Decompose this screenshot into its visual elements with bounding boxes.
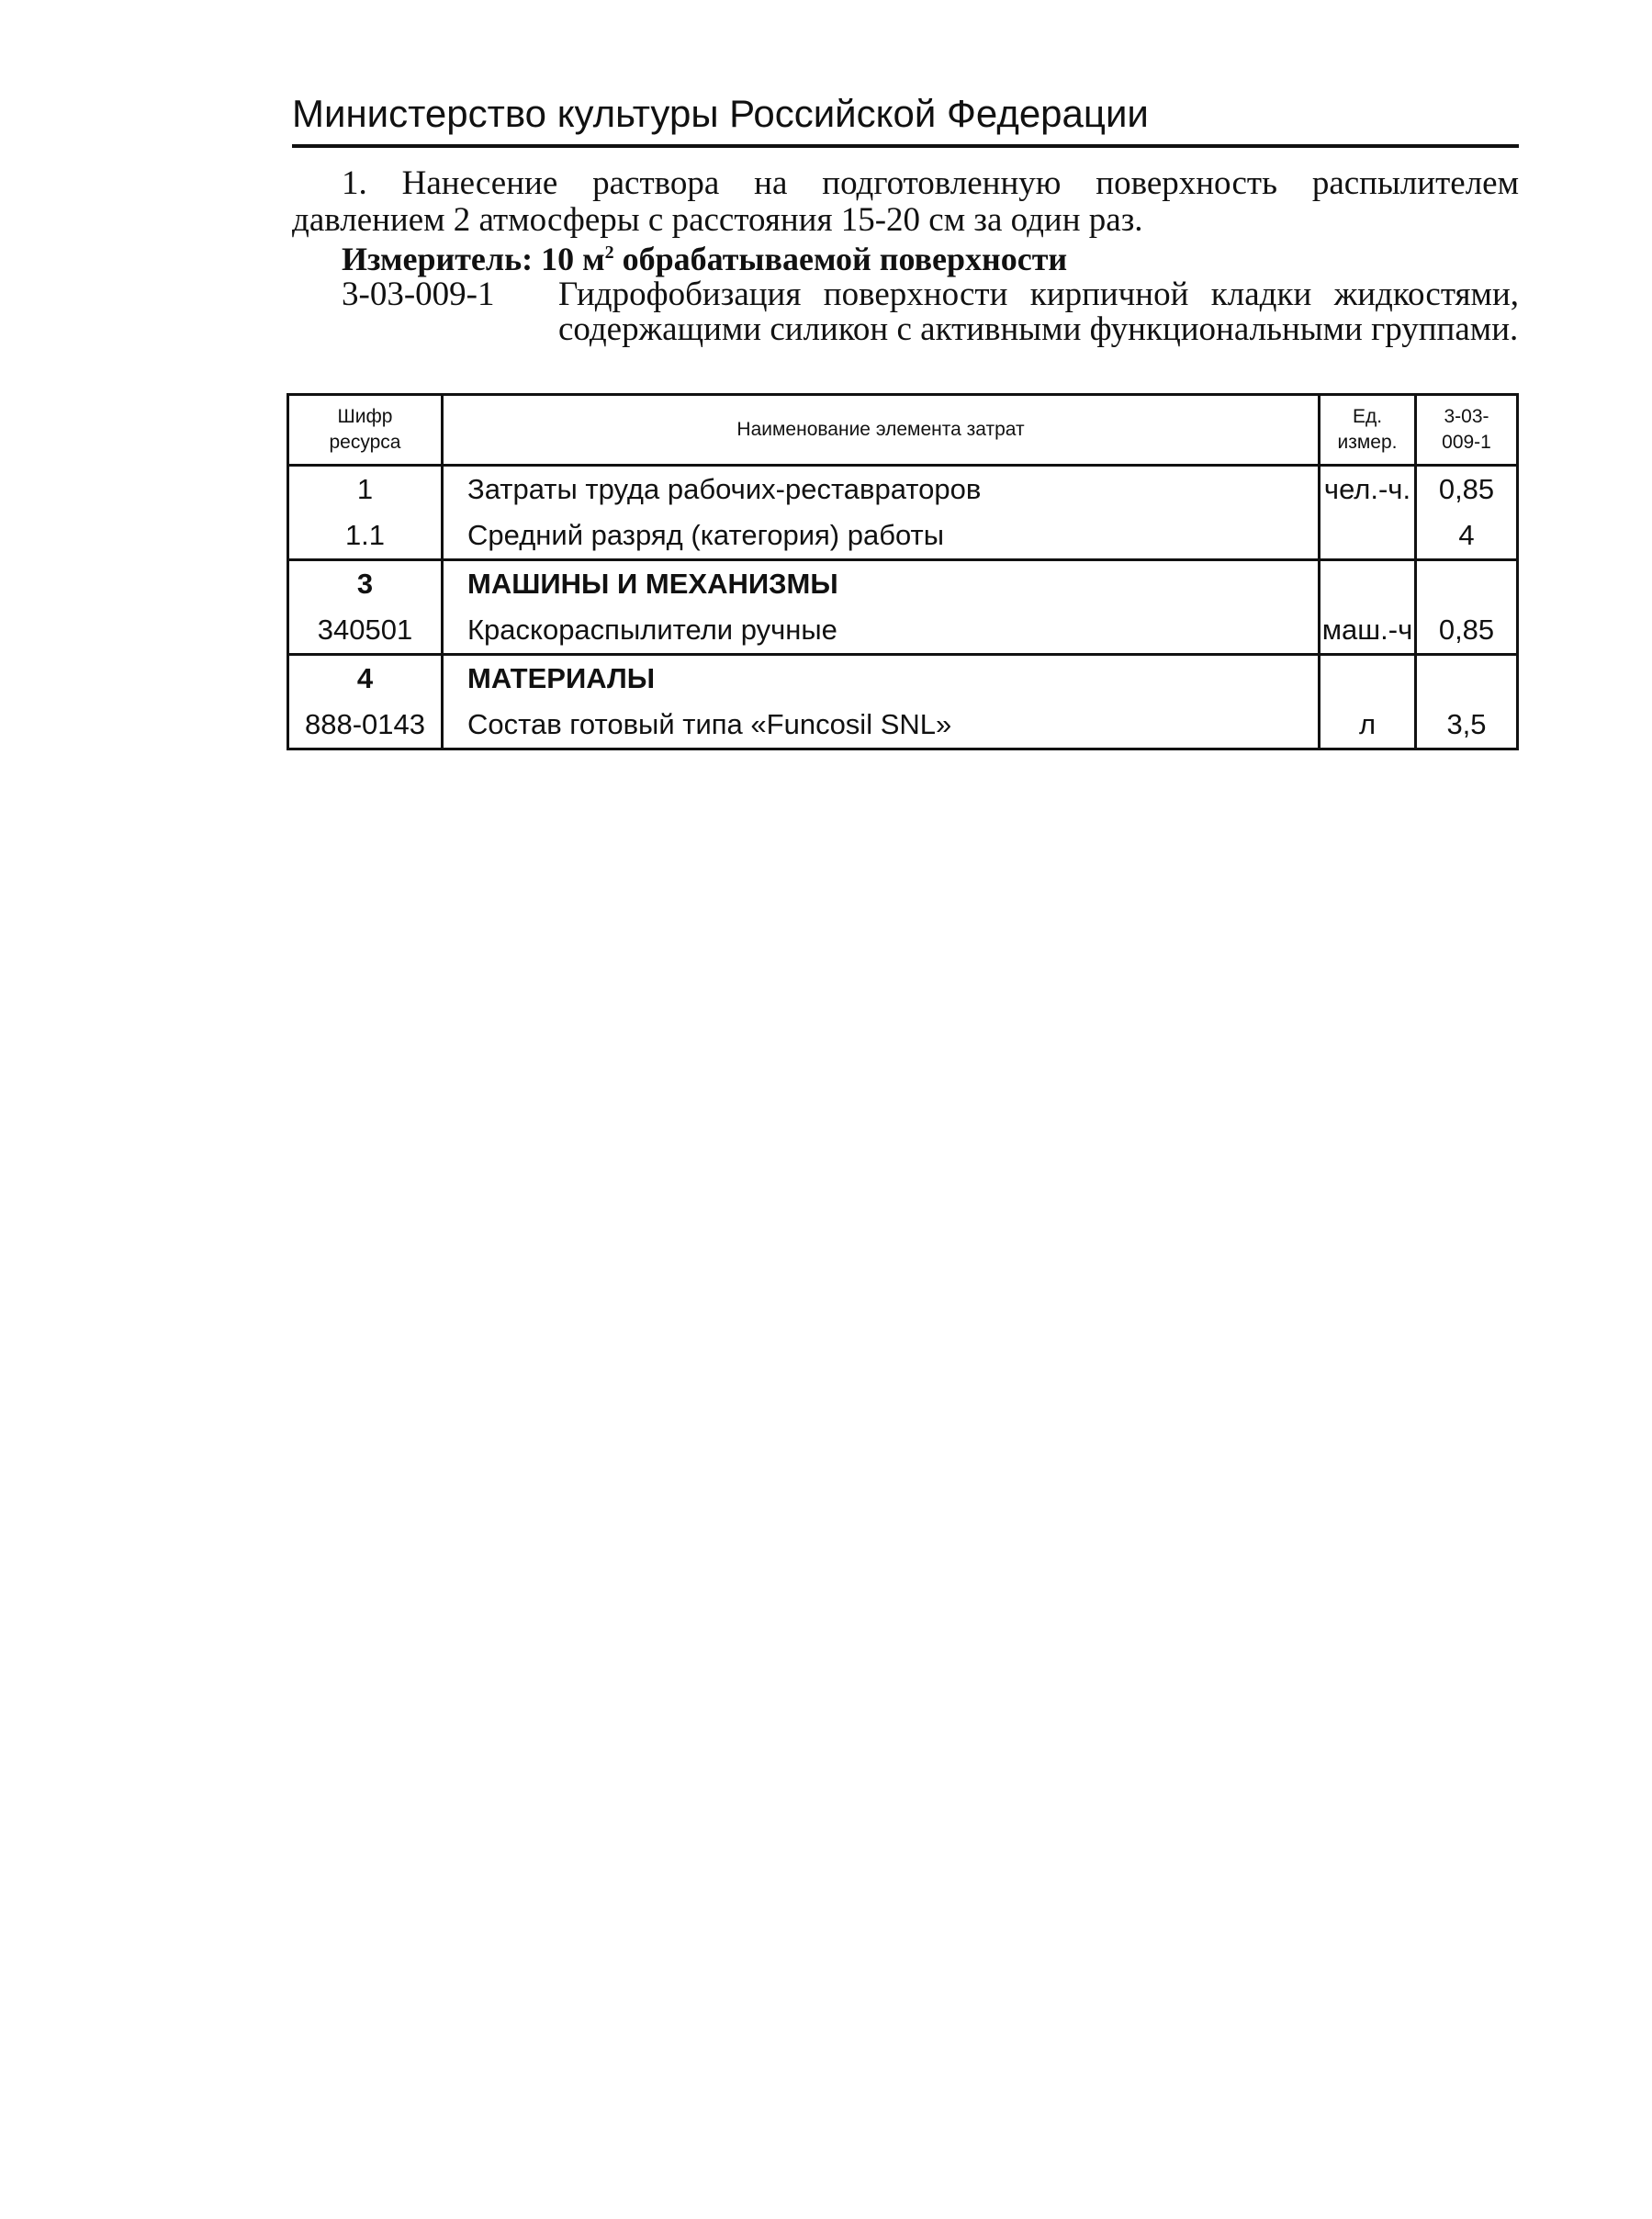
row-value: 0,85 xyxy=(1416,607,1518,655)
page-header: Министерство культуры Российской Федерации xyxy=(292,86,1519,148)
header-name: Наименование элемента затрат xyxy=(443,395,1320,466)
header-code-line2: ресурса xyxy=(329,432,401,453)
table-row xyxy=(288,560,1518,608)
table-row xyxy=(288,702,1518,749)
row-value: 0,85 xyxy=(1416,466,1518,513)
header-code xyxy=(288,395,443,466)
row-code: 1 xyxy=(288,466,443,513)
norm-title: Гидрофобизация поверхности кирпичной кладки жидкостями, содержащими силикон с активными функциональными группами. xyxy=(558,276,1519,348)
norm-code: 3-03-009-1 xyxy=(342,276,495,313)
row-value: 4 xyxy=(1416,513,1518,560)
row-name: МАШИНЫ И МЕХАНИЗМЫ xyxy=(443,560,1320,608)
header-code-line1: Шифр xyxy=(337,406,393,427)
row-value: 3,5 xyxy=(1416,702,1518,749)
row-unit: маш.-ч xyxy=(1320,607,1416,655)
table-row xyxy=(288,513,1518,560)
row-unit: л xyxy=(1320,702,1416,749)
row-unit xyxy=(1320,655,1416,703)
measure-superscript: 2 xyxy=(604,242,614,263)
measure-prefix: Измеритель: 10 м xyxy=(342,241,605,277)
row-name: МАТЕРИАЛЫ xyxy=(443,655,1320,703)
measure-unit xyxy=(342,241,1067,277)
row-code: 340501 xyxy=(288,607,443,655)
row-unit: чел.-ч. xyxy=(1320,466,1416,513)
resource-table xyxy=(287,393,1519,750)
header-value xyxy=(1416,395,1518,466)
row-code: 1.1 xyxy=(288,513,443,560)
row-code: 4 xyxy=(288,655,443,703)
row-code: 888-0143 xyxy=(288,702,443,749)
row-value xyxy=(1416,655,1518,703)
row-unit xyxy=(1320,513,1416,560)
row-value xyxy=(1416,560,1518,608)
row-name: Краскораспылители ручные xyxy=(443,607,1320,655)
measure-suffix: обрабатываемой поверхности xyxy=(613,241,1068,277)
header-unit xyxy=(1320,395,1416,466)
row-name: Средний разряд (категория) работы xyxy=(443,513,1320,560)
table-header-row xyxy=(288,395,1518,466)
row-code: 3 xyxy=(288,560,443,608)
row-unit xyxy=(1320,560,1416,608)
work-step-paragraph: 1. Нанесение раствора на подготовленную поверхность распылителем давлением 2 атмосферы с расстояния 15-20 см за один раз. xyxy=(292,164,1519,239)
table-row xyxy=(288,466,1518,513)
header-value-line1: 3-03- xyxy=(1444,406,1489,427)
table-row xyxy=(288,607,1518,655)
table-row xyxy=(288,655,1518,703)
row-name: Затраты труда рабочих-реставраторов xyxy=(443,466,1320,513)
header-unit-line1: Ед. xyxy=(1352,406,1383,427)
row-name: Состав готовый типа «Funcosil SNL» xyxy=(443,702,1320,749)
header-value-line2: 009-1 xyxy=(1442,432,1491,453)
header-unit-line2: измер. xyxy=(1337,432,1398,453)
